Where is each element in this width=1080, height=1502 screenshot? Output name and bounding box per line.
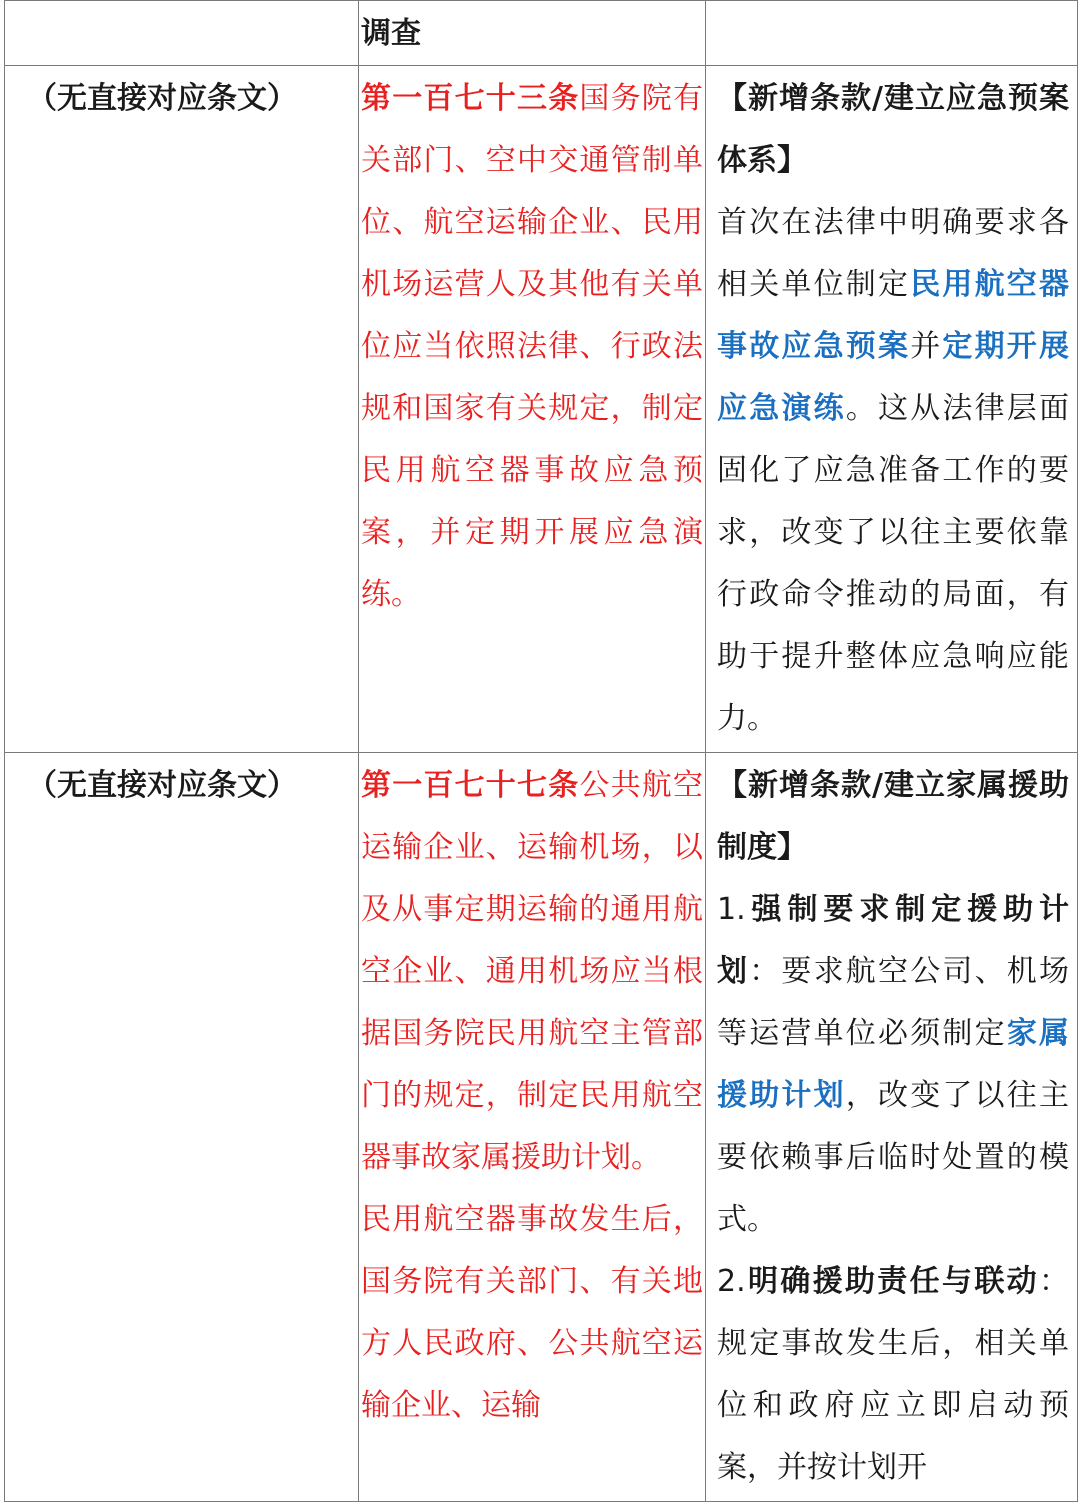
old-law-cell bbox=[5, 66, 359, 753]
note-text: ，改变了以往主要依赖事后临时处置的模式。 bbox=[717, 1078, 1070, 1237]
comparison-table bbox=[4, 0, 1078, 1502]
note-text: 首次在法律中明确要求各相关单位制定 bbox=[717, 205, 1069, 302]
note-text: 。这从法律层面固化了应急准备工作的要求，改变了以往主要依靠行政命令推动的局面，有助于提升整体应急响应能力。 bbox=[717, 391, 1070, 736]
note-text: ：要求航空公司、机场等运营单位必须制定 bbox=[717, 954, 1070, 1051]
article-title: 第一百七十七条 bbox=[361, 768, 580, 803]
article-title: 第一百七十三条 bbox=[361, 81, 580, 116]
note-highlight: 民用航空器事故应急预案 bbox=[717, 267, 1070, 364]
note-highlight: 定期开展应急演练 bbox=[717, 329, 1070, 426]
table-row bbox=[5, 66, 1078, 753]
item-number: 1. bbox=[717, 892, 746, 927]
old-law-cell bbox=[5, 753, 359, 1502]
new-law-cell bbox=[359, 753, 706, 1502]
article-body: 公共航空运输企业、运输机场，以及从事定期运输的通用航空企业、通用机场应当根据国务院民用航空主管部门的规定，制定民用航空器事故家属援助计划。 bbox=[361, 768, 704, 1175]
item-bold-label: 强制要求制定援助计划 bbox=[717, 892, 1069, 989]
item-bold-label: 明确援助责任与联动 bbox=[745, 1264, 1039, 1299]
top-note-cell bbox=[706, 1, 1078, 66]
article-body: 国务院有关部门、空中交通管制单位、航空运输企业、民用机场运营人及其他有关单位应当依照法律、行政法规和国家有关规定，制定民用航空器事故应急预案，并定期开展应急演练。 bbox=[361, 81, 704, 612]
old-law-text: （无直接对应条文） bbox=[27, 81, 297, 116]
table-row-top bbox=[5, 1, 1078, 66]
note-cell bbox=[706, 753, 1078, 1502]
note-text: ：规定事故发生后，相关单位和政府应立即启动预案，并按计划开 bbox=[717, 1264, 1069, 1485]
note-cell bbox=[706, 66, 1078, 753]
table-row bbox=[5, 753, 1078, 1502]
note-text: 并 bbox=[910, 329, 943, 364]
top-new-cell bbox=[359, 1, 706, 66]
item-number: 2. bbox=[717, 1264, 746, 1299]
top-old-cell bbox=[5, 1, 359, 66]
top-new-text: 调查 bbox=[361, 16, 421, 51]
article-body-paragraph-2: 民用航空器事故发生后，国务院有关部门、有关地方人民政府、公共航空运输企业、运输 bbox=[361, 1202, 703, 1423]
note-heading: 【新增条款/建立应急预案体系】 bbox=[717, 81, 1069, 178]
new-law-cell bbox=[359, 66, 706, 753]
old-law-text: （无直接对应条文） bbox=[27, 768, 297, 803]
note-highlight: 家属援助计划 bbox=[717, 1016, 1070, 1113]
note-heading: 【新增条款/建立家属援助制度】 bbox=[717, 768, 1069, 865]
